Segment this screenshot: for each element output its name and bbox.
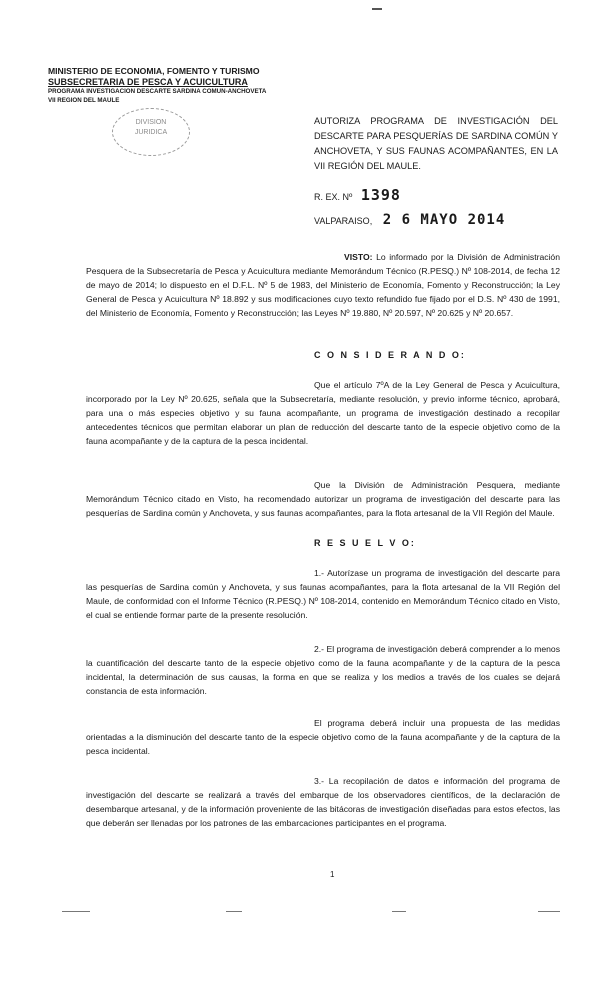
place: VALPARAISO,: [314, 216, 373, 226]
place-date-line: [314, 212, 505, 228]
region-reference: VII REGION DEL MAULE: [48, 96, 120, 104]
program-reference: PROGRAMA INVESTIGACION DESCARTE SARDINA COMUN-ANCHOVETA: [48, 88, 267, 95]
scan-mark: [372, 8, 382, 10]
footer-mark: [226, 911, 242, 912]
letterhead: [48, 66, 318, 105]
resolution-number-line: [314, 186, 401, 204]
resuelvo-paragraph-2: 2.- El programa de investigación deberá comprender a lo menos la cuantificación del descarte tanto de la especie objetivo como de la fauna acompañante y de la captura de la pesca incidental, la determinación de sus causas, la forma en que se realiza y los medios a través de los cuales se dejará constancia de esta información.: [86, 644, 560, 696]
considerando-paragraph-1: Que el artículo 7ºA de la Ley General de Pesca y Acuicultura, incorporado por la Ley Nº 20.625, señala que la Subsecretaría, mediante resolución, y previo informe técnico, aprobará, para una o más especies objetivo y su fauna acompañante, un programa de investigación destinado a recopilar antecedentes técnicos que permitan elaborar un plan de reducción del descarte tanto de la especie objetivo como de la fauna acompañante y de la captura de la pesca incidental.: [86, 380, 560, 446]
considerando-heading: C O N S I D E R A N D O:: [314, 350, 466, 360]
stamp-line-2: JURIDICA: [134, 129, 168, 136]
resolution-label: R. EX. Nº: [314, 192, 353, 202]
footer-mark: [62, 911, 90, 912]
document-title: AUTORIZA PROGRAMA DE INVESTIGACIÓN DEL DESCARTE PARA PESQUERÍAS DE SARDINA COMÚN Y ANCHOVETA, Y SUS FAUNAS ACOMPAÑANTES, EN LA VII REGIÓN DEL MAULE.: [314, 116, 558, 171]
visto-paragraph: [86, 250, 560, 320]
division-stamp: [112, 108, 190, 156]
subsecretaria-name: SUBSECRETARIA DE PESCA Y ACUICULTURA: [48, 77, 248, 87]
resuelvo-heading: R E S U E L V O:: [314, 538, 416, 548]
resuelvo-paragraph-1: 1.- Autorízase un programa de investigación del descarte para las pesquerías de Sardina común y Anchoveta, y sus faunas acompañantes, para la flota artesanal de la VII Región del Maule, de conformidad con el Informe Técnico (R.PESQ.) Nº 108-2014, contenido en Memorándum Técnico citado en Visto, el cual se entiende formar parte de la presente resolución.: [86, 568, 560, 620]
resuelvo-paragraph-3: El programa deberá incluir una propuesta de las medidas orientadas a la disminución del descarte tanto de la especie objetivo como de la fauna acompañante y de la captura de la pesca incidental.: [86, 718, 560, 756]
footer-mark: [392, 911, 406, 912]
footer-mark: [538, 911, 560, 912]
date: 2 6 MAYO 2014: [382, 212, 506, 228]
visto-text: Lo informado por la División de Administración Pesquera de la Subsecretaría de Pesca y Acuicultura mediante Memorándum Técnico (R.PESQ.) Nº 108-2014, de fecha 12 de mayo de 2014; lo dispuesto en el D.F.L. Nº 5 de 1983, del Ministerio de Economía, Fomento y Reconstrucción; la Ley General de Pesca y Acuicultura Nº 18.892 y sus modificaciones cuyo texto refundido fue fijado por el D.S. Nº 430 de 1991, del Ministerio de Economía, Fomento y Reconstrucción; las Leyes Nº 19.880, Nº 20.597, Nº 20.625 y Nº 20.657.: [86, 252, 560, 318]
page-number: 1: [330, 870, 335, 879]
stamp-line-1: DIVISION: [135, 119, 167, 126]
visto-label: VISTO:: [344, 252, 373, 262]
resolution-number: 1398: [360, 186, 401, 204]
ministry-name: MINISTERIO DE ECONOMIA, FOMENTO Y TURISMO: [48, 66, 260, 76]
considerando-paragraph-2: Que la División de Administración Pesquera, mediante Memorándum Técnico citado en Visto, ha recomendado autorizar un programa de investigación del descarte para las pesquerías de Sardina común y Anchoveta, y sus faunas acompañantes, para la flota artesanal de la VII Región del Maule.: [86, 480, 560, 518]
resuelvo-paragraph-4: 3.- La recopilación de datos e información del programa de investigación del descarte se realizará a través del embarque de los observadores científicos, de la declaración de desembarque artesanal, y de la información proveniente de las bitácoras de investigación diseñadas para estos efectos, las que deberán ser llenadas por los patrones de las embarcaciones participantes en el programa.: [86, 776, 560, 828]
